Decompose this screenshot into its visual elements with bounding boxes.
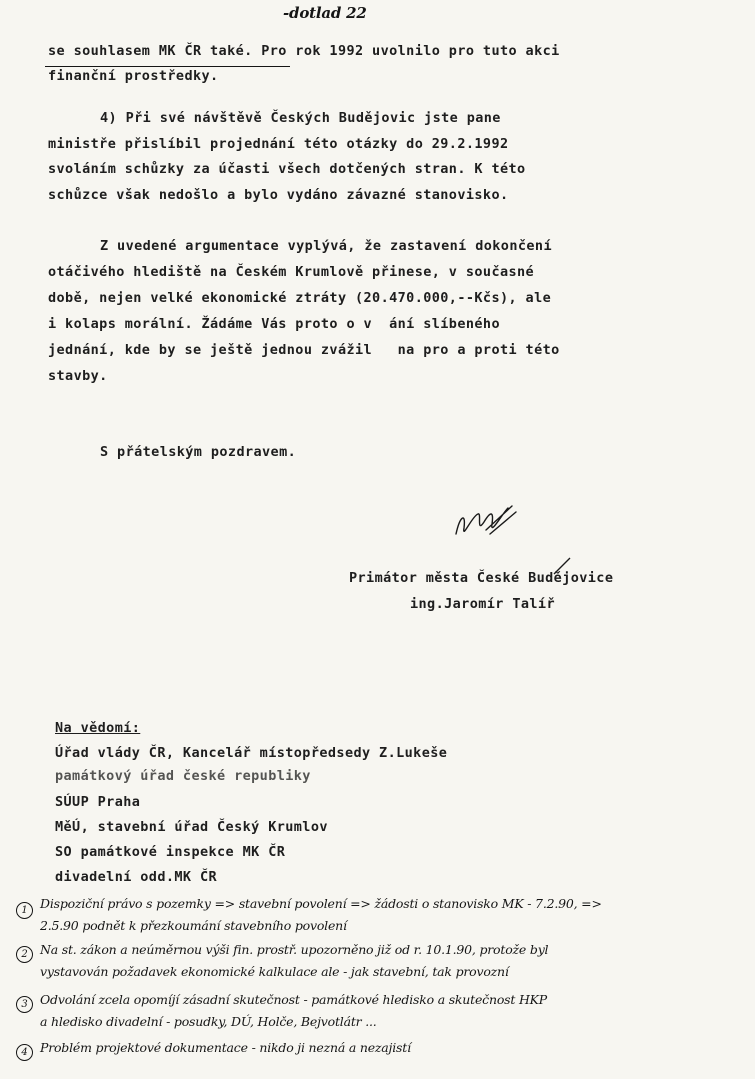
handwritten-underline [45, 66, 290, 67]
cc-item: divadelní odd.MK ČR [55, 869, 218, 885]
handwritten-note-line: vystavován požadavek ekonomické kalkulace ale - jak stavební, tak provozní [40, 964, 509, 979]
cc-item: MěÚ, stavební úřad Český Krumlov [55, 819, 328, 835]
handwritten-note-line: 2.5.90 podnět k přezkoumání stavebního povolení [40, 918, 347, 933]
letter-line: 4) Při své návštěvě Českých Budějovic jste pane [100, 110, 501, 126]
handwritten-note-line: Na st. zákon a neúměrnou výši fin. prostř. upozorněno již od r. 10.1.90, protože byl [40, 942, 549, 957]
handwritten-note-line: Dispoziční právo s pozemky => stavební povolení => žádosti o stanovisko MK - 7.2.90, => [40, 896, 602, 911]
letter-line: i kolaps morální. Žádáme Vás proto o v ání slíbeného [48, 316, 500, 332]
letter-line: schůzce však nedošlo a bylo vydáno závazné stanovisko. [48, 187, 509, 203]
cc-heading: Na vědomí: [55, 720, 141, 736]
letter-line: Z uvedené argumentace vyplývá, že zastavení dokončení [100, 238, 552, 254]
handwritten-note-line: Problém projektové dokumentace - nikdo ji nezná a nezajistí [40, 1040, 411, 1055]
cc-item: SO památkové inspekce MK ČR [55, 844, 286, 860]
cc-item: Úřad vlády ČR, Kancelář místopředsedy Z.Lukeše [55, 745, 448, 761]
letter-line: otáčivého hlediště na Českém Krumlově přinese, v současné [48, 264, 535, 280]
letter-line: finanční prostředky. [48, 68, 219, 84]
handwritten-header-note: -dotlad 22 [283, 4, 367, 22]
letter-line: ministře přislíbil projednání této otázky do 29.2.1992 [48, 136, 509, 152]
handwritten-note-line: a hledisko divadelní - posudky, DÚ, Holče, Bejvotlátr ... [40, 1014, 377, 1029]
letter-line: svoláním schůzky za účasti všech dotčených stran. K této [48, 161, 526, 177]
note-number-circle: 2 [16, 946, 33, 963]
signer-name: ing.Jaromír Talíř [410, 596, 555, 612]
letter-line: stavby. [48, 368, 108, 384]
letter-line: jednání, kde by se ještě jednou zvážil na pro a proti této [48, 342, 560, 358]
cc-item: památkový úřad české republiky [55, 768, 311, 784]
note-number-circle: 3 [16, 996, 33, 1013]
letter-line: době, nejen velké ekonomické ztráty (20.470.000,--Kčs), ale [48, 290, 552, 306]
greeting: S přátelským pozdravem. [100, 444, 297, 460]
note-number-circle: 1 [16, 902, 33, 919]
cc-item: SÚUP Praha [55, 794, 141, 810]
handwritten-note-line: Odvolání zcela opomíjí zásadní skutečnost - památkové hledisko a skutečnost HKP [40, 992, 548, 1007]
note-number-circle: 4 [16, 1044, 33, 1061]
signature-icon [446, 494, 526, 554]
signer-title: Primátor města České Budějovice [349, 570, 614, 586]
letter-line: se souhlasem MK ČR také. Pro rok 1992 uvolnilo pro tuto akci [48, 43, 560, 59]
